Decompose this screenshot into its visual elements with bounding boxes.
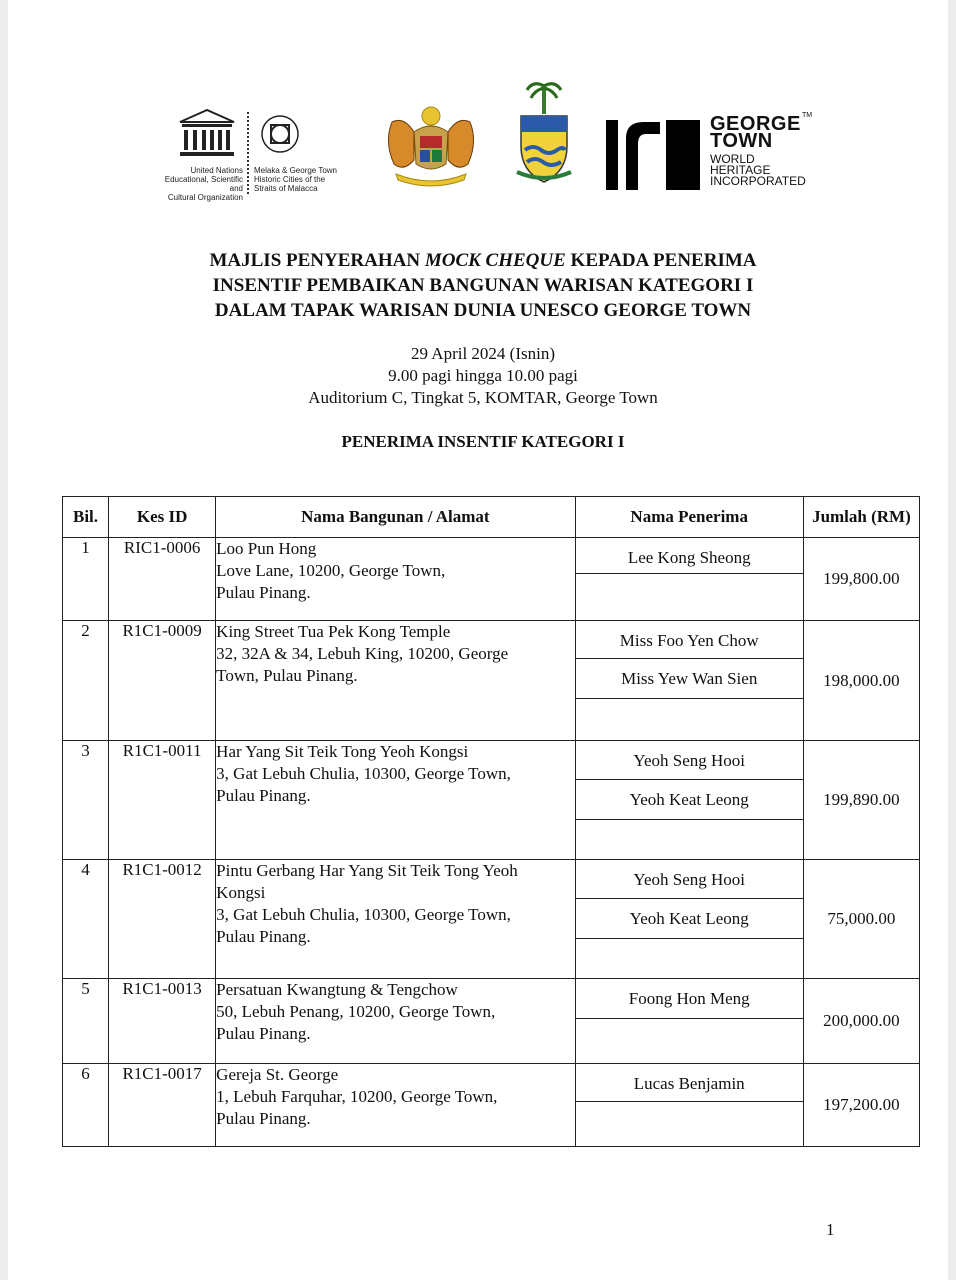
- cell-recipients: [575, 621, 803, 741]
- cell-amount: 200,000.00: [803, 979, 919, 1064]
- cell-kes-id: R1C1-0011: [109, 741, 216, 860]
- event-venue: Auditorium C, Tingkat 5, KOMTAR, George Town: [308, 388, 658, 407]
- cell-bil: 3: [63, 741, 109, 860]
- cell-kes-id: R1C1-0012: [109, 860, 216, 979]
- table-row: [63, 741, 920, 860]
- cell-building: [216, 979, 575, 1064]
- cell-amount: 75,000.00: [803, 860, 919, 979]
- building-name: Pintu Gerbang Har Yang Sit Teik Tong Yeoh: [216, 861, 518, 880]
- gtwhi-black-block: [666, 120, 700, 190]
- unesco-text-line: Educational, Scientific and: [164, 175, 243, 193]
- header-nama-bangunan: Nama Bangunan / Alamat: [216, 497, 575, 538]
- table-header-row: [63, 497, 920, 538]
- table-row: [63, 621, 920, 741]
- unesco-text-line: Cultural Organization: [167, 193, 243, 202]
- recipient-name: Yeoh Seng Hooi: [576, 860, 803, 899]
- recipients-table: [62, 496, 920, 1147]
- header-jumlah: Jumlah (RM): [803, 497, 919, 538]
- header-bil: Bil.: [63, 497, 109, 538]
- title-text: MAJLIS PENYERAHAN: [209, 250, 425, 271]
- recipient-name: [576, 1019, 803, 1062]
- address-line: Kongsi: [216, 883, 266, 902]
- address-line: Town, Pulau Pinang.: [216, 666, 358, 685]
- cell-amount: 198,000.00: [803, 621, 919, 741]
- address-line: Pulau Pinang.: [216, 1024, 311, 1043]
- building-name: Har Yang Sit Teik Tong Yeoh Kongsi: [216, 742, 469, 761]
- table-row: [63, 860, 920, 979]
- recipient-name: Yeoh Keat Leong: [576, 780, 803, 820]
- unesco-logo: [152, 108, 352, 202]
- address-line: Pulau Pinang.: [216, 583, 311, 602]
- whs-text-line: Straits of Malacca: [254, 184, 318, 193]
- cell-amount: 199,890.00: [803, 741, 919, 860]
- address-line: Love Lane, 10200, George Town,: [216, 561, 446, 580]
- cell-recipients: [575, 538, 803, 621]
- building-name: Gereja St. George: [216, 1065, 339, 1084]
- event-time: 9.00 pagi hingga 10.00 pagi: [388, 366, 578, 385]
- table-row: [63, 979, 920, 1064]
- cell-amount: 199,800.00: [803, 538, 919, 621]
- address-line: Pulau Pinang.: [216, 927, 311, 946]
- malaysia-coat-of-arms-icon: [374, 102, 488, 188]
- cell-recipients: [575, 1064, 803, 1147]
- recipient-name: Miss Foo Yen Chow: [576, 621, 803, 659]
- title-line-2: INSENTIF PEMBAIKAN BANGUNAN WARISAN KATEGORI I: [212, 275, 754, 296]
- cell-recipients: [575, 741, 803, 860]
- gtwhi-subtext-line: WORLD: [710, 152, 755, 166]
- address-line: 1, Lebuh Farquhar, 10200, George Town,: [216, 1087, 498, 1106]
- address-line: 50, Lebuh Penang, 10200, George Town,: [216, 1002, 496, 1021]
- penang-state-crest-icon: [513, 80, 575, 186]
- cell-kes-id: R1C1-0009: [109, 621, 216, 741]
- header-nama-penerima: Nama Penerima: [575, 497, 803, 538]
- recipient-name: Miss Yew Wan Sien: [576, 659, 803, 699]
- cell-kes-id: R1C1-0017: [109, 1064, 216, 1147]
- melaka-georgetown-text: [254, 166, 364, 193]
- george-town-world-heritage-logo: [602, 110, 817, 194]
- table-row: [63, 538, 920, 621]
- address-line: 3, Gat Lebuh Chulia, 10300, George Town,: [216, 905, 511, 924]
- building-name: Loo Pun Hong: [216, 539, 317, 558]
- event-date: 29 April 2024 (Isnin): [410, 344, 556, 363]
- recipient-name: Yeoh Seng Hooi: [576, 741, 803, 780]
- title-italic-text: MOCK CHEQUE: [424, 250, 566, 271]
- address-line: 3, Gat Lebuh Chulia, 10300, George Town,: [216, 764, 511, 783]
- document-page: [8, 0, 948, 1280]
- header-kes-id: Kes ID: [109, 497, 216, 538]
- unesco-text: [152, 166, 243, 202]
- recipient-name: [576, 820, 803, 858]
- address-line: 32, 32A & 34, Lebuh King, 10200, George: [216, 644, 509, 663]
- title-text: KEPADA PENERIMA: [565, 250, 757, 271]
- recipient-name: Foong Hon Meng: [576, 979, 803, 1019]
- table-row: [63, 1064, 920, 1147]
- gtwhi-monogram-icon: [602, 120, 664, 190]
- title-line-3: DALAM TAPAK WARISAN DUNIA UNESCO GEORGE TOWN: [214, 300, 752, 321]
- cell-building: [216, 860, 575, 979]
- cell-recipients: [575, 860, 803, 979]
- trademark-mark: TM: [802, 112, 813, 119]
- world-heritage-emblem-icon: [260, 114, 300, 154]
- whs-text-line: Historic Cities of the: [254, 175, 326, 184]
- recipient-name: [576, 574, 803, 618]
- cell-building: [216, 538, 575, 621]
- event-details: [88, 343, 878, 409]
- cell-bil: 1: [63, 538, 109, 621]
- document-title: [88, 248, 878, 323]
- title-line-1: [88, 248, 878, 273]
- cell-bil: 4: [63, 860, 109, 979]
- cell-building: [216, 1064, 575, 1147]
- gtwhi-subtext: [710, 154, 806, 187]
- building-name: Persatuan Kwangtung & Tengchow: [216, 980, 458, 999]
- cell-kes-id: R1C1-0013: [109, 979, 216, 1064]
- gtwhi-word: GEORGE: [710, 113, 801, 135]
- unesco-text-line: United Nations: [190, 166, 243, 175]
- gtwhi-wordmark: [710, 113, 801, 152]
- address-line: Pulau Pinang.: [216, 1109, 311, 1128]
- unesco-divider: [247, 112, 249, 194]
- building-name: King Street Tua Pek Kong Temple: [216, 622, 451, 641]
- cell-bil: 2: [63, 621, 109, 741]
- whs-text-line: Melaka & George Town: [254, 166, 338, 175]
- section-heading: PENERIMA INSENTIF KATEGORI I: [341, 432, 625, 451]
- recipient-name: [576, 939, 803, 977]
- address-line: Pulau Pinang.: [216, 786, 311, 805]
- unesco-temple-icon: [178, 108, 236, 158]
- recipient-name: [576, 1102, 803, 1145]
- recipient-name: Lucas Benjamin: [576, 1064, 803, 1102]
- cell-building: [216, 621, 575, 741]
- cell-recipients: [575, 979, 803, 1064]
- gtwhi-subtext-line: INCORPORATED: [710, 174, 806, 188]
- cell-kes-id: RIC1-0006: [109, 538, 216, 621]
- logo-header: [8, 0, 948, 230]
- gtwhi-subtext-line: HERITAGE: [710, 163, 771, 177]
- page-number: 1: [826, 1220, 835, 1239]
- gtwhi-word: TOWN: [710, 130, 773, 152]
- cell-bil: 6: [63, 1064, 109, 1147]
- recipient-name: Yeoh Keat Leong: [576, 899, 803, 939]
- recipient-name: [576, 699, 803, 739]
- cell-amount: 197,200.00: [803, 1064, 919, 1147]
- recipient-name: Lee Kong Sheong: [576, 538, 803, 574]
- cell-building: [216, 741, 575, 860]
- cell-bil: 5: [63, 979, 109, 1064]
